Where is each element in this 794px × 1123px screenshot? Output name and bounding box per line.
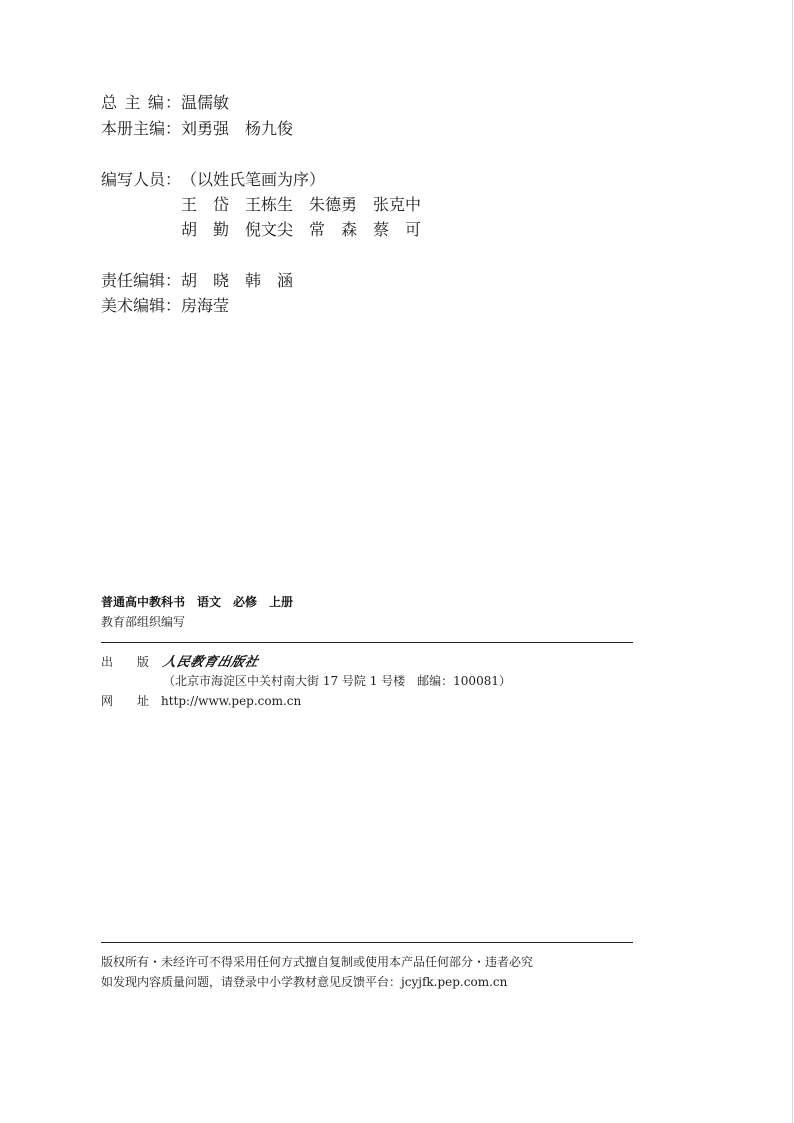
writer-name: 张克中 <box>373 195 422 214</box>
writer-name: 胡 勤 <box>181 220 230 239</box>
writer-name: 常 森 <box>309 220 358 239</box>
writers-order-note: （以姓氏笔画为序） <box>181 170 326 189</box>
publisher-logo: 人民教育出版社 <box>161 655 261 670</box>
responsible-editor-name: 胡 晓 <box>181 271 230 290</box>
writers-row <box>101 217 437 242</box>
volume-editor-name: 杨九俊 <box>245 119 294 138</box>
writers-header-row <box>101 167 437 192</box>
website-row <box>101 693 301 709</box>
editors-block <box>101 90 309 142</box>
feedback-notice: 如发现内容质量问题，请登录中小学教材意见反馈平台：jcyjfk.pep.com.cn <box>101 975 508 989</box>
copyright-notice: 版权所有・未经许可不得采用任何方式擅自复制或使用本产品任何部分・违者必究 <box>101 955 534 969</box>
chief-editor-name: 温儒敏 <box>181 93 230 112</box>
publisher-address: （北京市海淀区中关村南大街 17 号院 1 号楼 邮编：100081） <box>163 674 511 688</box>
page-edge-line <box>792 0 793 1123</box>
publisher-row <box>101 654 261 671</box>
website-label: 网 址 <box>101 694 150 708</box>
art-editor-label: 美术编辑： <box>101 296 182 315</box>
responsible-editor-name: 韩 涵 <box>245 271 294 290</box>
book-title: 普通高中教科书 语文 必修 上册 <box>101 595 294 609</box>
book-compiler: 教育部组织编写 <box>101 615 186 629</box>
chief-editor-label: 总 主 编： <box>101 93 181 112</box>
art-editor-row <box>101 293 309 318</box>
responsible-editors-label: 责任编辑： <box>101 271 182 290</box>
writers-row <box>101 192 437 217</box>
art-editor-name: 房海莹 <box>181 296 230 315</box>
writer-name: 蔡 可 <box>373 220 422 239</box>
divider-bottom <box>101 942 633 943</box>
volume-editors-label: 本册主编： <box>101 119 182 138</box>
responsible-editors-row <box>101 268 309 293</box>
chief-editor-row <box>101 90 309 116</box>
writer-name: 倪文尖 <box>245 220 294 239</box>
website-url: http://www.pep.com.cn <box>161 694 302 708</box>
volume-editor-name: 刘勇强 <box>181 119 230 138</box>
divider-top <box>101 642 633 643</box>
writer-name: 王 岱 <box>181 195 230 214</box>
writers-block <box>101 167 437 242</box>
writers-label: 编写人员： <box>101 170 182 189</box>
writer-name: 王栋生 <box>245 195 294 214</box>
production-editors-block <box>101 268 309 318</box>
publisher-label: 出 版 <box>101 655 150 669</box>
writer-name: 朱德勇 <box>309 195 358 214</box>
volume-editors-row <box>101 116 309 142</box>
